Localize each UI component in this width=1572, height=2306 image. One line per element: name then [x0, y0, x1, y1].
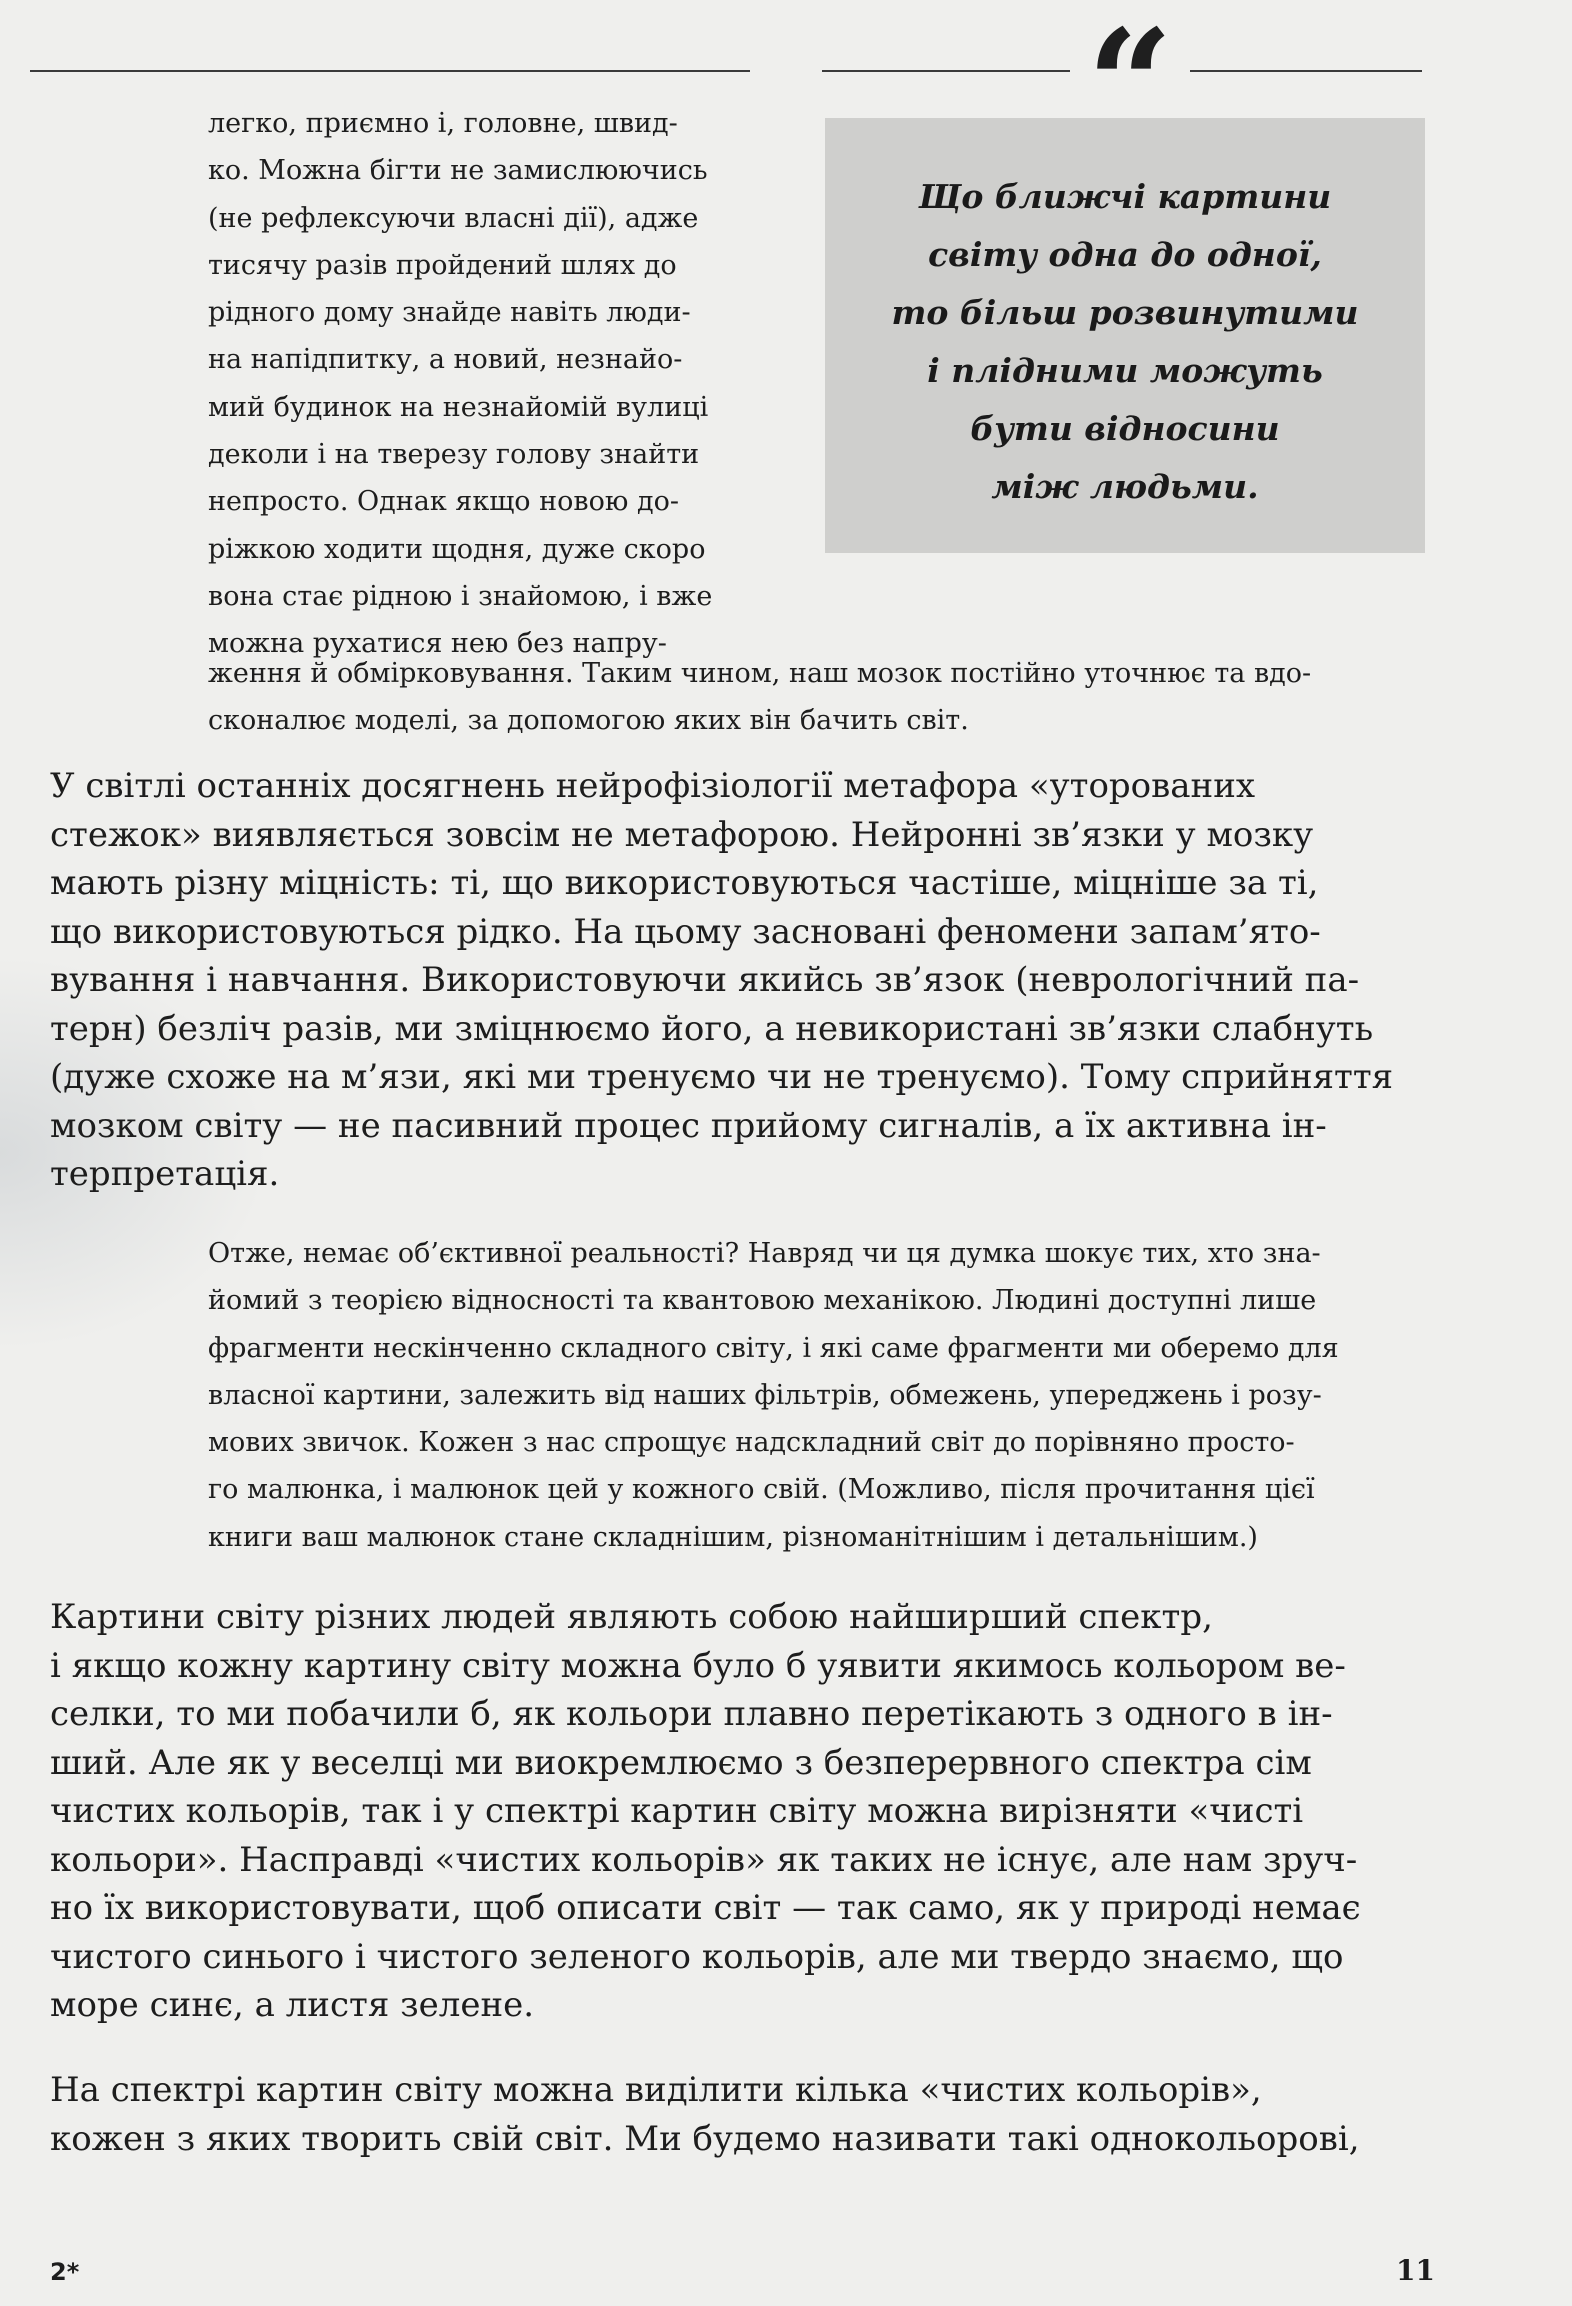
- column-continuation-text: ження й обмірковування. Таким чином, наш мозок постійно уточнює та вдо- сконалює моделі, за допомогою яких він бачить світ.: [208, 658, 1312, 737]
- pull-quote-box: [825, 118, 1425, 553]
- page-number: 11: [1396, 2254, 1435, 2287]
- top-rule-left: [30, 70, 750, 72]
- body-paragraph-1: У світлі останніх досягнень нейрофізіології метафора «уторованих стежок» виявляється зовсім не метафорою. Нейронні зв’язки у мозку мають різну міцність: ті, що використовуються частіше, міцніше за ті, що використовуються рідко. На цьому засновані феномени запам’ято- вування і навчання. Використовуючи якийсь зв’язок (неврологічний па- терн) безліч разів, ми зміцнюємо його, а невикористані зв’язки слабнуть (дуже схоже на м’язи, які ми тренуємо чи не тренуємо). Тому сприйняття мозком світу — не пасивний процес прийому сигналів, а їх активна ін- терпретація.: [50, 766, 1394, 1194]
- indented-small-paragraph: Отже, немає об’єктивної реальності? Навряд чи ця думка шокує тих, хто зна- йомий з теорією відносності та квантовою механікою. Людині доступні лише фрагменти нескінченно складного світу, і які саме фрагменти ми оберемо для власної картини, залежить від наших фільтрів, обмежень, упереджень і розу- мових звичок. Кожен з нас спрощує надскладний світ до порівняно просто- го малюнка, і малюнок цей у кожного свій. (Можливо, після прочитання цієї книги ваш малюнок стане складнішим, різноманітнішим і детальнішим.): [208, 1238, 1339, 1553]
- body-paragraph-2: Картини світу різних людей являють собою найширший спектр, і якщо кожну картину світу можна було б уявити якимось кольором ве- селки, то ми побачили б, як кольори плавно перетікають з одного в ін- ший. Але як у веселці ми виокремлюємо з безперервного спектра сім чистих кольорів, так і у спектрі картин світу можна вирізняти «чисті кольори». Насправді «чистих кольорів» як таких не існує, але нам зруч- но їх використовувати, щоб описати світ — так само, як у природі немає чистого синього і чистого зеленого кольорів, але ми твердо знаємо, що море синє, а листя зелене.: [50, 1597, 1361, 2025]
- body-paragraph-3: На спектрі картин світу можна виділити кілька «чистих кольорів», кожен з яких творить свій світ. Ми будемо називати такі однокольорові,: [50, 2070, 1360, 2159]
- left-column-text: легко, приємно і, головне, швид- ко. Можна бігти не замислюючись (не рефлексуючи власні дії), адже тисячу разів пройдений шлях до рідного дому знайде навіть люди- на напідпитку, а новий, незнайо- мий будинок на незнайомій вулиці деколи і на тверезу голову знайти непросто. Однак якщо новою до- ріжкою ходити щодня, дуже скоро вона стає рідною і знайомою, і вже можна рухатися нею без напру-: [208, 108, 713, 660]
- pull-quote-text: Що ближчі картини світу одна до одної, то більш розвинутими і плідними можуть бути відносини між людьми.: [891, 177, 1359, 506]
- signature-mark: 2*: [50, 2258, 80, 2286]
- quote-mark-icon: “: [1070, 10, 1190, 100]
